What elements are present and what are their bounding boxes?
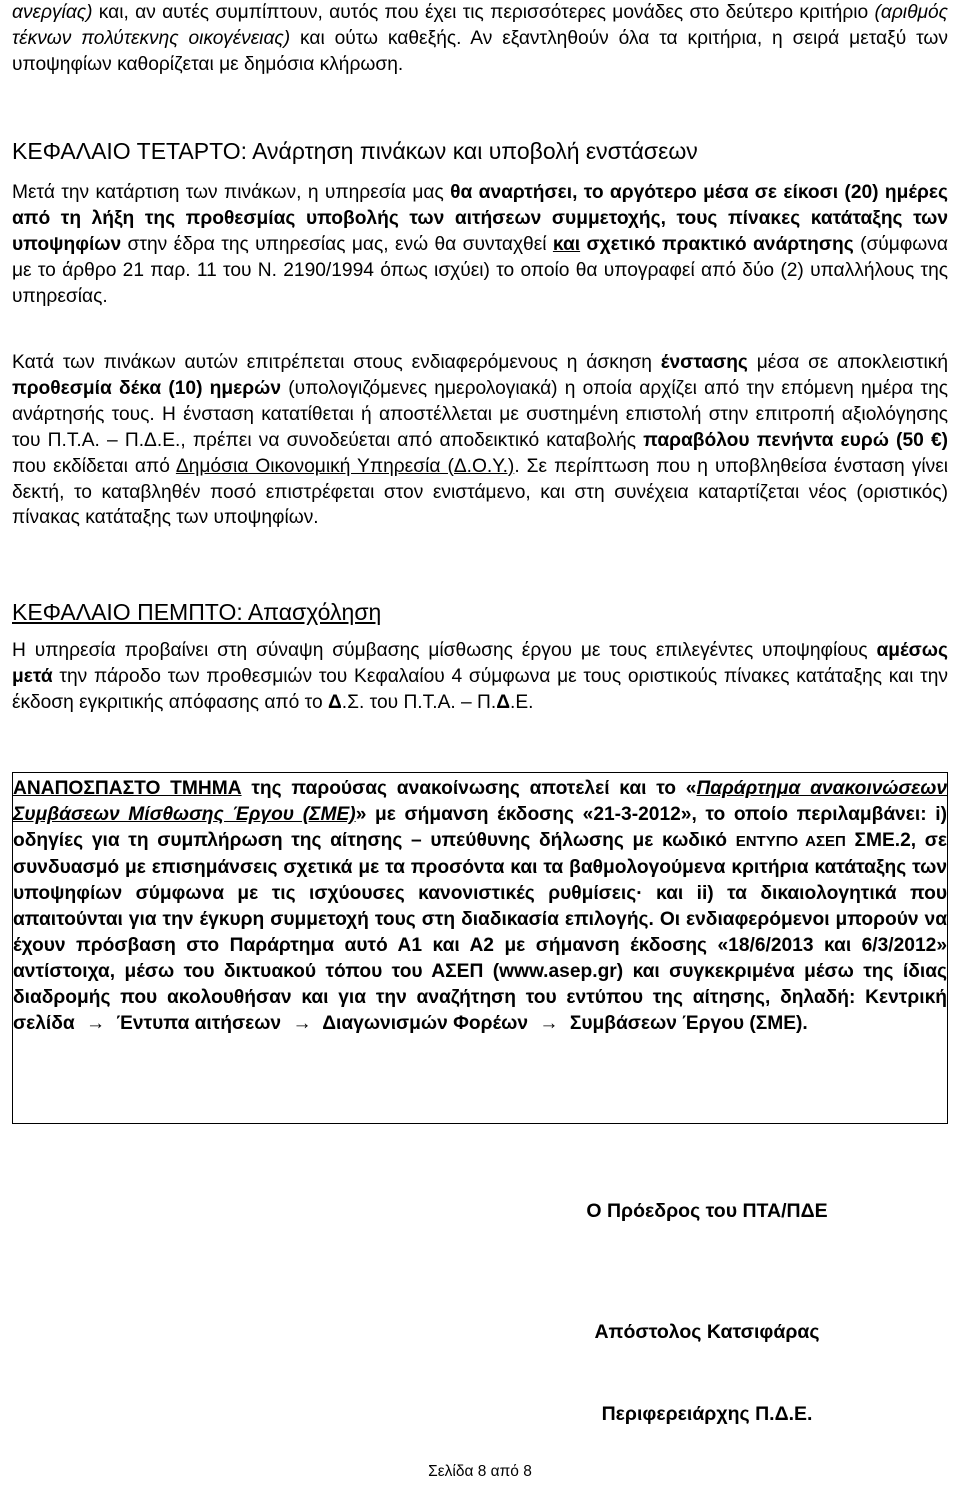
detachable-fragment: ΑΝΑΠΟΣΠΑΣΤΟ ΤΜΗΜΑ <box>13 778 242 799</box>
chapter4-p2-fragment: Δημόσια Οικονομική Υπηρεσία (Δ.Ο.Υ.) <box>175 455 515 477</box>
detachable-fragment: της παρούσας ανακοίνωσης αποτελεί και το <box>241 778 686 799</box>
intro-fragment: και, αν αυτές συμπίπτουν, αυτός που έχει τις περισσότερες μονάδες στο δεύτερο κριτήριο <box>92 2 875 23</box>
detachable-fragment: Παράρτημα ανακοινώσεων Συμβάσεων Μίσθωσης Έργου (ΣΜΕ) <box>13 778 948 825</box>
chapter5-fragment: Δ <box>328 691 342 713</box>
chapter4-p1-fragment: Μετά την κατάρτιση των πινάκων, η υπηρεσία μας <box>12 182 451 203</box>
arrow-right-icon: → <box>292 1013 312 1034</box>
detachable-fragment: Διαγωνισμών Φορέων <box>317 1013 534 1034</box>
intro-fragment: ανεργίας) <box>12 2 93 23</box>
signature-title: Περιφερειάρχης Π.Δ.Ε. <box>601 1403 813 1425</box>
chapter4-paragraph-2 <box>12 350 948 531</box>
chapter4-p2-fragment: προθεσμία δέκα (10) ημερών <box>12 377 282 399</box>
chapter4-p2-fragment: . Σε περίπτωση που η υποβληθείσα ένσταση γίνει δεκτή, το καταβληθέν ποσό επιστρέφεται στον ενιστάμενο, και στη συνέχεια καταρτίζεται νέος (οριστικός) πίνακας κατάταξης των υποψηφίων. <box>12 455 949 529</box>
detachable-section-text <box>13 776 947 1037</box>
chapter5-paragraph <box>12 638 948 716</box>
arrow-right-icon: → <box>86 1013 106 1034</box>
page-number: Σελίδα 8 από 8 <box>428 1463 532 1480</box>
chapter4-p1-fragment: σχετικό πρακτικό ανάρτησης <box>586 233 854 255</box>
chapter4-title: ΚΕΦΑΛΑΙΟ ΤΕΤΑΡΤΟ: Ανάρτηση πινάκων και υποβολή ενστάσεων <box>12 138 698 164</box>
detachable-fragment: ΕΝΤΥΠΟ ΑΣΕΠ <box>735 833 846 850</box>
chapter5-fragment: .Ε. <box>510 691 534 713</box>
detachable-fragment: « <box>685 778 697 799</box>
chapter5-fragment: την πάροδο των προθεσμιών του Κεφαλαίου 4 σύμφωνα με τους οριστικούς πίνακες κατάταξης και την έκδοση εγκριτικής απόφασης από το <box>12 665 948 713</box>
chapter4-p1-fragment: και <box>552 233 581 255</box>
chapter4-p1-fragment: θα αναρτήσει, το αργότερο μέσα σε είκοσι (20) ημέρες από τη λήξη της προθεσμίας υποβολής των αιτήσεων συμμετοχής, τους πίνακες κατάταξης των υποψηφίων <box>12 182 948 255</box>
chapter4-p2-fragment: μέσα σε αποκλειστική <box>747 352 948 373</box>
chapter4-p2-fragment: (υπολογιζόμενες ημερολογιακά) η οποία αρχίζει από την επόμενη ημέρα της ανάρτησής τους. Η ένσταση κατατίθεται ή αποστέλλεται με συστημένη επιστολή στην επιτροπή αξιολόγησης του Π.Τ.Α. – Π.Δ.Ε., πρέπει να συνοδεύεται από αποδεικτικό καταβολής <box>12 377 948 451</box>
detachable-fragment: ΣΜΕ.2, σε συνδυασμό με επισημάνσεις σχετικά με τα προσόντα και τα βαθμολογούμενα κριτήρια κατάταξης των υποψηφίων σύμφωνα με τις ισχύουσες κανονιστικές ρυθμίσεις· και ii) τα δικαιολογητικά που απαιτούνται για την έγκυρη συμμετοχή τους στη διαδικασία επιλογής. Οι ενδιαφερόμενοι μπορούν να έχουν πρόσβαση στο Παράρτημα αυτό Α1 και Α2 με σήμανση έκδοσης «18/6/2013 και 6/3/2012» αντίστοιχα, μέσω του δικτυακού τόπου του ΑΣΕΠ (www.asep.gr) και συγκεκριμένα μέσω της ίδιας διαδρομής που ακολουθήσαν και για την αναζήτηση του εντύπου της αίτησης, δηλαδή: Κεντρική σελίδα <box>13 830 947 1034</box>
chapter4-p2-fragment: παραβόλου πενήντα ευρώ (50 €) <box>643 429 949 451</box>
chapter5-fragment: Δ <box>496 691 511 713</box>
chapter5-fragment: Η υπηρεσία προβαίνει στη σύναψη σύμβασης μίσθωσης έργου με τους επιλεγέντες υποψηφίους <box>12 640 877 661</box>
signature-role: Ο Πρόεδρος του ΠΤΑ/ΠΔΕ <box>586 1200 828 1222</box>
intro-fragment: και ούτω καθεξής. Αν εξαντληθούν όλα τα κριτήρια, η σειρά μεταξύ των υποψηφίων καθορίζεται με δημόσια κλήρωση. <box>12 27 948 75</box>
intro-paragraph <box>12 0 948 78</box>
signature-name: Απόστολος Κατσιφάρας <box>594 1321 820 1343</box>
chapter5-fragment: .Σ. του Π.Τ.Α. – Π. <box>341 691 497 713</box>
chapter5-fragment: αμέσως μετά <box>12 640 948 687</box>
chapter5-title: ΚΕΦΑΛΑΙΟ ΠΕΜΠΤΟ: Απασχόληση <box>12 599 382 625</box>
chapter4-p2-fragment: ένστασης <box>660 352 748 373</box>
detachable-fragment: Έντυπα αιτήσεων <box>111 1013 287 1034</box>
chapter4-p1-fragment: (σύμφωνα με το άρθρο 21 παρ. 11 του Ν. 2190/1994 όπως ισχύει) το οποίο θα υπογραφεί από δύο (2) υπαλλήλους της υπηρεσίας. <box>12 233 948 307</box>
detachable-fragment: » με σήμανση έκδοσης «21-3-2012», το οποίο περιλαμβάνει: i) οδηγίες για τη συμπλήρωση της αίτησης – υπεύθυνης δήλωσης με κωδικό <box>13 804 947 851</box>
chapter4-paragraph-1 <box>12 180 948 310</box>
detachable-fragment: Συμβάσεων Έργου (ΣΜΕ). <box>564 1013 808 1034</box>
chapter4-p1-fragment: στην έδρα της υπηρεσίας μας, ενώ θα συνταχθεί <box>121 233 553 255</box>
intro-fragment: (αριθμός τέκνων πολύτεκνης οικογένειας) <box>12 2 948 49</box>
chapter4-p2-fragment: Κατά των πινάκων αυτών επιτρέπεται στους ενδιαφερόμενους η άσκηση <box>12 352 661 373</box>
detachable-section-box <box>12 772 948 1124</box>
chapter4-p2-fragment: που εκδίδεται από <box>12 455 176 477</box>
arrow-right-icon: → <box>539 1013 559 1034</box>
